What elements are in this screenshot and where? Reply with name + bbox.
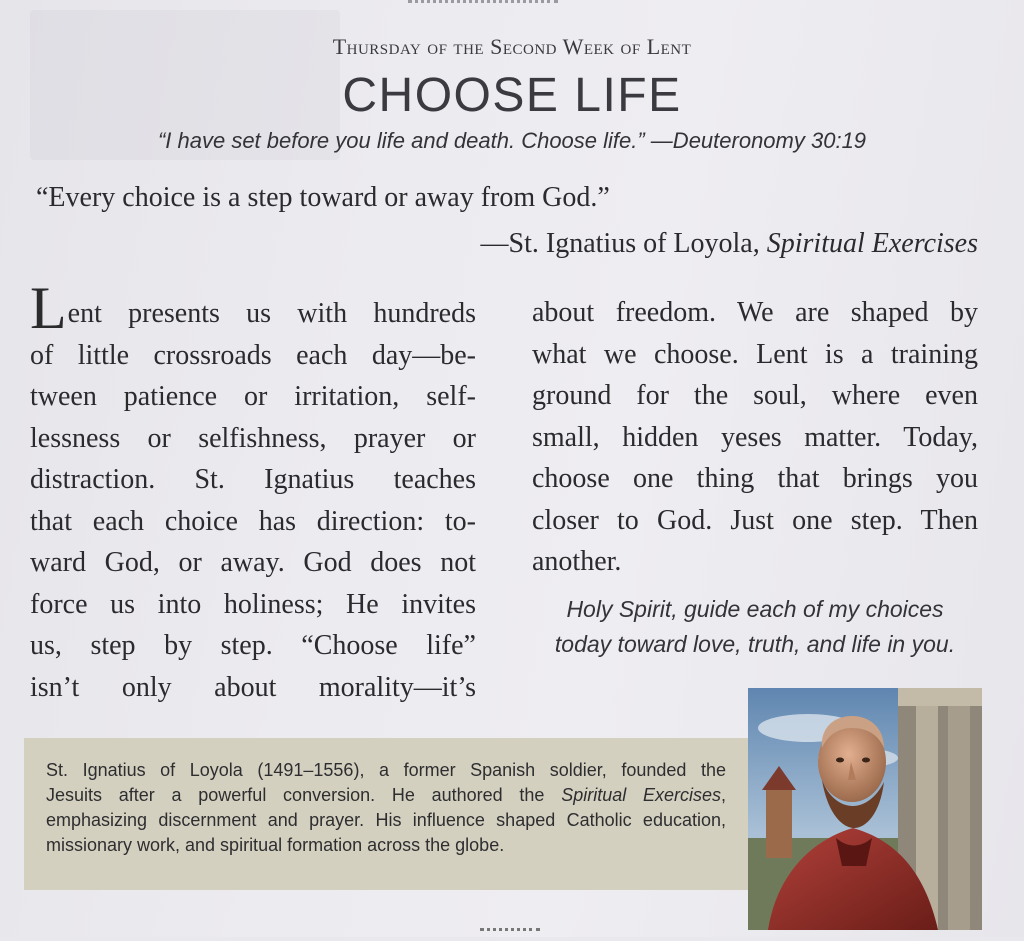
body-line: ward God, or away. God does not bbox=[30, 547, 476, 578]
page-title: CHOOSE LIFE bbox=[342, 69, 682, 122]
prayer-line: today toward love, truth, and life in you. bbox=[554, 631, 956, 657]
body-line: us, step by step. “Choose life” bbox=[30, 630, 476, 661]
body-line: ground for the soul, where even bbox=[532, 380, 978, 411]
body-line: tween patience or irritation, self- bbox=[30, 381, 476, 412]
bio-line: St. Ignatius of Loyola (1491–1556), a former Spanish soldier, founded the bbox=[46, 760, 726, 780]
top-ornament bbox=[408, 0, 558, 7]
bio-work-title: Spiritual Exercises bbox=[561, 785, 721, 805]
bio-line: missionary work, and spiritual formation across the globe. bbox=[46, 835, 505, 855]
body-line: that each choice has direction: to- bbox=[30, 505, 476, 537]
body-line: closer to God. Just one step. Then bbox=[532, 504, 978, 536]
liturgical-day-heading: Thursday of the Second Week of Lent bbox=[332, 34, 692, 59]
body-line: choose one thing that brings you bbox=[532, 463, 978, 494]
body-line: what we choose. Lent is a training bbox=[532, 338, 978, 370]
prayer-line: Holy Spirit, guide each of my choices bbox=[566, 596, 944, 622]
saint-portrait bbox=[748, 688, 982, 930]
drop-cap: L bbox=[30, 275, 67, 341]
closing-prayer bbox=[520, 592, 990, 662]
body-line: Lent presents us with hundreds bbox=[30, 275, 476, 341]
quote-attribution bbox=[481, 228, 978, 260]
scripture-epigraph: “I have set before you life and death. Choose life.” —Deuteronomy 30:19 bbox=[157, 128, 867, 153]
body-line: small, hidden yeses matter. Today, bbox=[532, 421, 978, 453]
body-column-left bbox=[30, 275, 476, 708]
body-line: lessness or selfishness, prayer or bbox=[30, 422, 476, 454]
bio-line: emphasizing discernment and prayer. His influence shaped Catholic education, bbox=[46, 810, 726, 830]
body-line: distraction. St. Ignatius teaches bbox=[30, 464, 476, 495]
biography-text bbox=[46, 758, 726, 858]
page-number-ornament bbox=[480, 928, 540, 941]
portrait-illustration bbox=[748, 688, 982, 930]
bio-line: Jesuits after a powerful conversion. He authored the Spiritual Exercises, bbox=[46, 785, 726, 805]
body-line: about freedom. We are shaped by bbox=[532, 297, 978, 328]
attribution-author: —St. Ignatius of Loyola, bbox=[480, 228, 767, 259]
body-line: another. bbox=[532, 546, 622, 577]
attribution-work: Spiritual Exercises bbox=[766, 228, 978, 259]
body-line: force us into holiness; He invites bbox=[30, 588, 476, 620]
body-line: of little crossroads each day—be- bbox=[30, 339, 476, 371]
body-column-right bbox=[532, 292, 978, 583]
body-line: isn’t only about morality—it’s bbox=[30, 671, 476, 703]
opening-quote: “Every choice is a step toward or away from God.” bbox=[36, 182, 610, 213]
